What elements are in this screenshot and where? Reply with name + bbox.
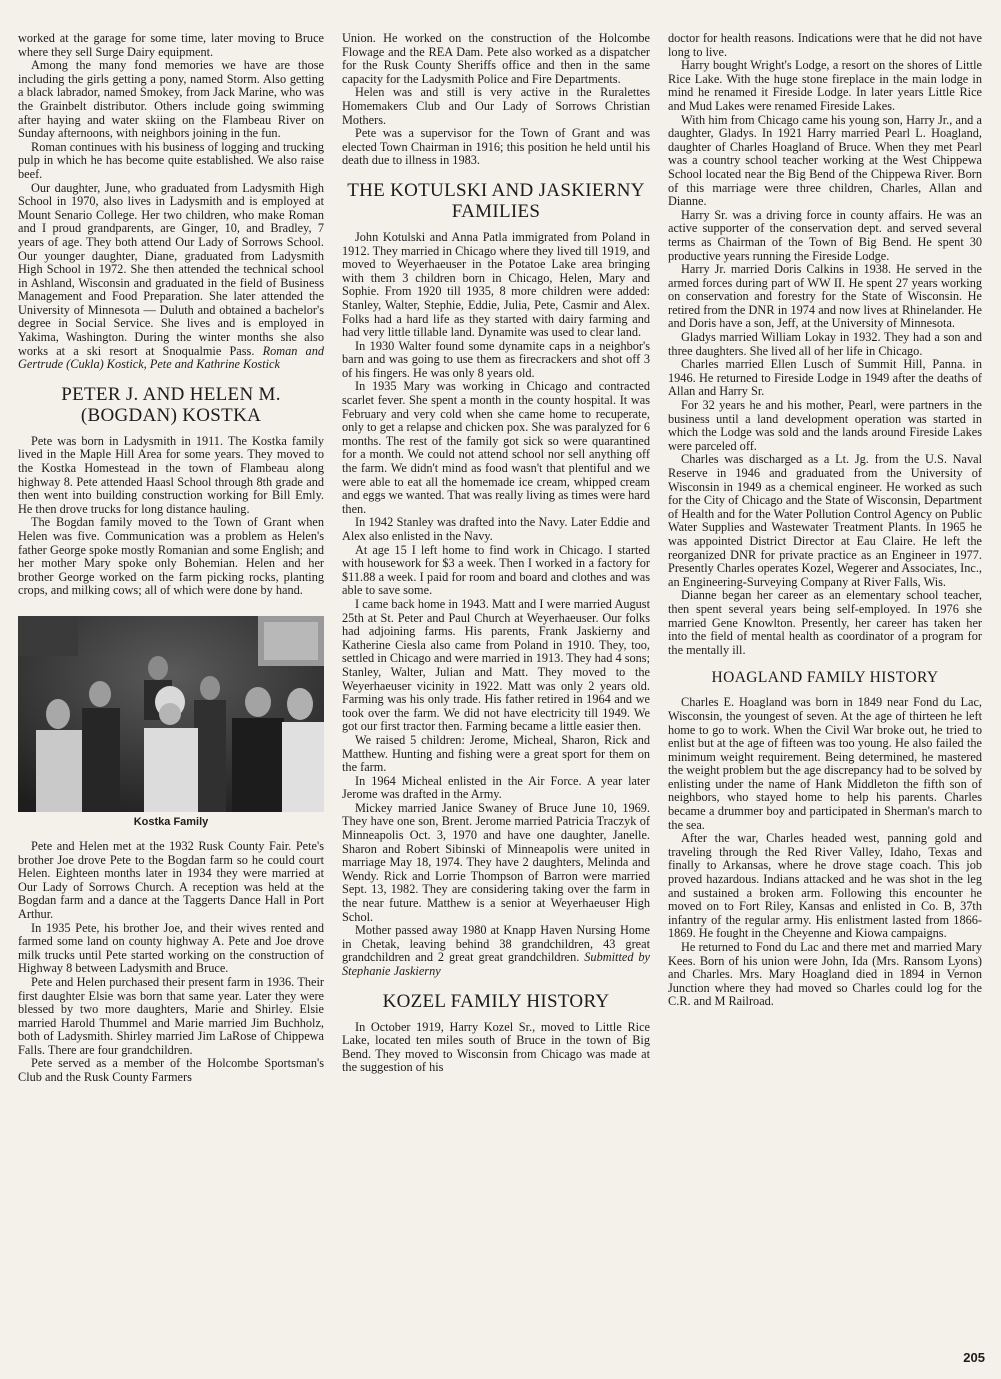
column-left [18, 32, 324, 1085]
page-number: 205 [963, 1350, 985, 1365]
paragraph: Mickey married Janice Swaney of Bruce June 10, 1969. They have one son, Brent. Jerome married Patricia Traczyk of Minneapolis Oct. 3, 1970 and have one daughter, Janelle. Sharon and Robert Sibinski of Minneapolis were united in marriage May 18, 1974. They have 2 daughters, Melinda and Wendy. Rick and Lorrie Thompson of Barron were married Sept. 13, 1982. They are considering taking over the farm in the near future. Matthew is a senior at Weyerhaeuser High Schol. [342, 800, 650, 924]
photo-caption: Kostka Family [133, 815, 209, 828]
paragraph: In 1964 Micheal enlisted in the Air Force. A year later Jerome was drafted in the Army. [342, 773, 650, 802]
column-middle [342, 32, 650, 1075]
section-heading: PETER J. AND HELEN M. (BOGDAN) KOSTKA [61, 383, 281, 426]
paragraph: Harry bought Wright's Lodge, a resort on the shores of Little Rice Lake. With the huge stone fireplace in the main lodge in mind he renamed it Fireside Lodge. In later years Little Rice and Mud Lakes were renamed Fireside Lakes. [668, 58, 982, 113]
paragraph: He returned to Fond du Lac and there met and married Mary Kees. Born of his union were John, Ida (Mrs. Ransom Lyons) and Charles. Mrs. Mary Hoagland died in 1894 in Vernon Junction where they had moved so Charles could log for the C.R. and M Railroad. [668, 940, 982, 1009]
paragraph: Dianne began her career as an elementary school teacher, then spent several years being self-employed. In 1976 she married Gene Knowlton. Presently, her career has taken her into the field of mental health as coordinator of a program for the mentally ill. [668, 588, 982, 657]
paragraph-text: Mother passed away 1980 at Knapp Haven Nursing Home in Chetak, leaving behind 38 grandchildren, 43 great grandchildren and 2 great great grandchildren. [342, 923, 650, 965]
paragraph: Helen was and still is very active in the Ruralettes Homemakers Club and Our Lady of Sorrows Christian Mothers. [342, 85, 650, 127]
paragraph: Pete was born in Ladysmith in 1911. The Kostka family lived in the Maple Hill Area for some years. They moved to the Kostka Homestead in the town of Flambeau along highway 8. Pete attended Haasl School through 8th grade and then went into building construction working for Bill Emly. He then drove trucks for long distance hauling. [18, 433, 324, 516]
paragraph: Union. He worked on the construction of the Holcombe Flowage and the REA Dam. Pete also worked as a dispatcher for the Rusk County Sheriffs office and then in the same capacity for the Ladysmith Police and Fire Departments. [342, 31, 650, 86]
paragraph: Roman continues with his business of logging and trucking pulp in which he has become quite established. We also raise beef. [18, 139, 324, 181]
paragraph: Harry Sr. was a driving force in county affairs. He was an active supporter of the conservation dept. and served several terms as Chairman of the Town of Big Bend. He spent 30 productive years running the Fireside Lodge. [668, 207, 982, 263]
paragraph: worked at the garage for some time, later moving to Bruce where they sell Surge Dairy equipment. [18, 31, 324, 59]
paragraph: In 1942 Stanley was drafted into the Navy. Later Eddie and Alex also enlisted in the Navy. [342, 515, 650, 543]
paragraph: Among the many fond memories we have are those including the girls getting a pony, named Storm. Also getting a black labrador, named Smokey, from Jack Marine, who was the Grainbelt distributor. Others include going swimming after haying and water skiing on the Flambeau River on Sunday afternoons, with neighbors joining in the fun. [18, 58, 324, 141]
paragraph: In 1935 Pete, his brother Joe, and their wives rented and farmed some land on county highway A. Pete and Joe drove milk trucks until Pete started working on the construction of Highway 8 between Ladysmith and Bruce. [18, 920, 324, 976]
paragraph: Gladys married William Lokay in 1932. They had a son and three daughters. She lived all of her life in Chicago. [668, 330, 982, 358]
paragraph: We raised 5 children: Jerome, Micheal, Sharon, Rick and Matthew. Hunting and fishing were a great sport for them on the farm. [342, 732, 650, 775]
section-heading: KOZEL FAMILY HISTORY [382, 990, 610, 1012]
paragraph [18, 182, 324, 372]
paragraph: Charles married Ellen Lusch of Summit Hill, Panna. in 1946. He returned to Fireside Lodge in 1949 after the deaths of Allan and Harry Sr. [668, 357, 982, 399]
paragraph: I came back home in 1943. Matt and I were married August 25th at St. Peter and Paul Church at Weyerhaeuser. Our folks had adjoining farms. His parents, Frank Jaskierny and Katherine Ciesla also came from Poland in 1910. They, too, settled in Chicago and were married in 1913. They had 4 sons; Stanley, Walter, Julian and Matt. They moved to the Weyerhaeuser vicinity in 1922. Matt was only 2 years old. Farming was his only trade. His father retired in 1964 and we took over the farm. We did not have electricity till 1949. We got our first tractor then. Farming became a little easier then. [342, 596, 650, 734]
paragraph: Pete and Helen purchased their present farm in 1936. Their first daughter Elsie was born that same year. Later they were blessed by two more daughters, Marie and Shirley. Elsie married Harold Thummel and Marie married Jim Buchholz, both of Ladysmith. Shirley married Jim LaRose of Chippewa Falls. There are four grandchildren. [18, 974, 324, 1057]
paragraph: John Kotulski and Anna Patla immigrated from Poland in 1912. They married in Chicago where they lived till 1919, and moved to Weyerhaeuser in the Potatoe Lake area bringing with them 3 children born in Chicago, Helen, Mary and Sophie. From 1920 till 1935, 8 more children were added: Stanley, Walter, Stephie, Eddie, Julia, Pete, Casmir and Alex. Folks had a hard life as they started with dairy farming and had very little tillable land. Dynamite was used to clear land. [342, 229, 650, 340]
family-photo-image [18, 616, 324, 812]
paragraph: Charles E. Hoagland was born in 1849 near Fond du Lac, Wisconsin, the youngest of seven. At the age of thirteen he left home to go to work. When the Civil War broke out, he tried to enlist but at the age of fifteen was too young. He also failed the minimum weight requirement. Being determined, he mastered the weight problem but the age discrepancy had to be solved by enlisting under the name of Hank Middleton the fifth son of neighbors, who stayed home to help his parents. Charles became a drummer boy and participated in Sherman's march to the sea. [668, 695, 982, 832]
paragraph: At age 15 I left home to find work in Chicago. I started with housework for $3 a week. Then I worked in a factory for $11.88 a week. I paid for room and board and clothes and was able to save some. [342, 542, 650, 598]
paragraph-text: Our daughter, June, who graduated from Ladysmith High School in 1970, also lives in Ladysmith and is employed at Mount Senario College. Her two children, who make Roman and I proud grandparents, are Ginger, 10, and Bradley, 7 years of age. They both attend Our Lady of Sorrows School. Our younger daughter, Diane, graduated from Ladysmith High School in 1972. She then attended the technical school in Ashland, Wisconsin and graduated in the field of Business Management and Food Preparation. She later attended the University of Minnesota — Duluth and obtained a bachelor's degree in Social Service. She lives and is employed in Yakima, Washington. During the winter months she also works at a ski resort at Snoqualmie Pass. [18, 180, 324, 358]
signature: Roman and Gertrude (Cukla) Kostick, Pete and Kathrine Kostick [18, 343, 325, 372]
paragraph: In October 1919, Harry Kozel Sr., moved to Little Rice Lake, located ten miles south of Bruce in the town of Big Bend. They moved to Wisconsin from Chicago was made at the suggestion of his [342, 1019, 650, 1075]
paragraph: Pete and Helen met at the 1932 Rusk County Fair. Pete's brother Joe drove Pete to the Bogdan farm so he could court Helen. Eighteen months later in 1934 they were married at Our Lady of Sorrows Church. A reception was held at the Bogdan farm and a dance at the Taggerts Dance Hall in Port Arthur. [18, 838, 324, 921]
section-heading: THE KOTULSKI AND JASKIERNY FAMILIES [347, 179, 645, 222]
signature: Submitted by Stephanie Jaskierny [342, 950, 650, 978]
paragraph: After the war, Charles headed west, panning gold and traveling through the Red River Valley, Idaho, Texas and finally to Arkansas, where he drove stage coach. This job proved hazardous. Indians attacked and he was shot in the leg and sustained a broken arm. Following this encounter he moved on to Fort Riley, Kansas and enlisted in Co. B, 37th infantry of the regular army. His enlistment lasted from 1866-1869. He fought in the Cheyenne and Kiowa campaigns. [668, 831, 982, 941]
paragraph [342, 924, 650, 978]
paragraph: Pete was a supervisor for the Town of Grant and was elected Town Chairman in 1916; this position he held until his death due to illness in 1983. [342, 126, 650, 168]
paragraph: For 32 years he and his mother, Pearl, were partners in the business until a land development operation was started in which the Lodge was sold and the lands around Fireside Lakes were parceled off. [668, 398, 982, 453]
paragraph: Charles was discharged as a Lt. Jg. from the U.S. Naval Reserve in 1946 and graduated from the University of Wisconsin in 1949 as a chemical engineer. He worked as such for the City of Chicago and the State of Wisconsin, Department of Health and for the Water Pollution Control Agency on Public Water Supplies and Wastewater Treatment Plants. In 1965 he was appointed District Director at Eau Claire. He left the reorganized DNR for private practice as an Engineer in 1977. Presently Charles operates Kozel, Wegerer and Associates, Inc., an Engineering-Surveying Company at River Falls, Wis. [668, 452, 982, 589]
paragraph: In 1935 Mary was working in Chicago and contracted scarlet fever. She spent a month in the county hospital. It was February and very cold when she came home to recuperate, only to get a relapse and chicken pox. She was paralyzed for 6 months. The rest of the family got sick so were quarantined for a month. We could not attend school nor sell anything off the farm. We didn't mind as food wasn't that plentiful and we were able to eat all the homemade ice cream, whipped cream and eggs we wanted. That was really living as times were hard then. [342, 379, 650, 516]
paragraph: Pete served as a member of the Holcombe Sportsman's Club and the Rusk County Farmers [18, 1056, 324, 1085]
paragraph: In 1930 Walter found some dynamite caps in a neighbor's barn and was going to use them as firecrackers and shot off 3 of his fingers. He was only 8 years old. [342, 338, 650, 380]
section-heading: HOAGLAND FAMILY HISTORY [711, 669, 939, 687]
paragraph: The Bogdan family moved to the Town of Grant when Helen was five. Communication was a problem as Helen's father George spoke mostly Romanian and some English; and her mother Mary spoke only Bohemian. Helen and her brother George worked on the farm picking rocks, planting crops, and milking cows; all of which were done by hand. [18, 515, 324, 598]
paragraph: With him from Chicago came his young son, Harry Jr., and a daughter, Gladys. In 1921 Harry married Pearl L. Hoagland, daughter of Charles Hoagland of Bruce. When they met Pearl was a country school teacher working at the West Chippewa School located near the Big Bend of the Chippewa River. Born of this marriage were three children, Charles, Allan and Dianne. [668, 112, 982, 209]
paragraph: doctor for health reasons. Indications were that he did not have long to live. [668, 31, 982, 59]
paragraph: Harry Jr. married Doris Calkins in 1938. He served in the armed forces during part of WW II. He spent 27 years working on conservation and forestry for the State of Wisconsin. He retired from the DNR in 1974 and now lives at Rhinelander. He and Doris have a son, Jeff, at the University of Minnesota. [668, 262, 982, 331]
column-right [668, 32, 982, 1009]
family-photo [18, 616, 324, 812]
